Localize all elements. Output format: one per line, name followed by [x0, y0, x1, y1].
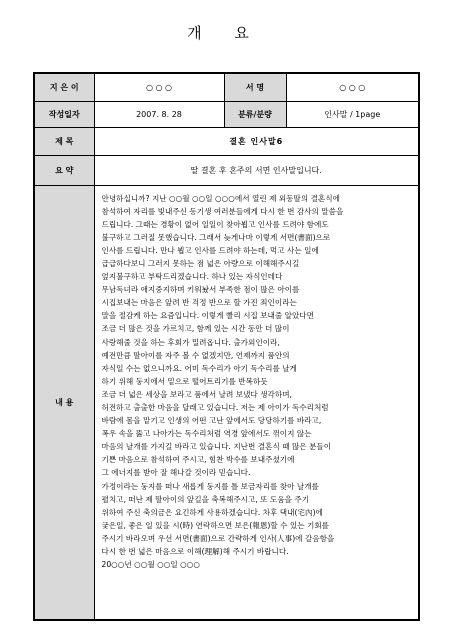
- page-title: 개 요: [187, 24, 263, 42]
- content-line: 마음의 날개를 가지길 바라고 있습니다. 지난번 결혼식 때 많은 분들이: [101, 442, 332, 452]
- content-line: 드립니다. 그때는 경황이 없어 일일이 찾아뵙고 인사를 드려야 함에도: [101, 219, 329, 229]
- summary-value: 딸 결혼 후 혼주의 서면 인사말입니다.: [94, 155, 419, 185]
- date-label: 작성일자: [34, 101, 94, 127]
- content-line: 펼치고, 떠난 제 딸아이의 앞길을 축복해주시고, 또 도움을 주기: [101, 494, 310, 504]
- content-line: 불구하고 그러질 못했습니다. 그래서 늦게나마 이렇게 서면(書面)으로: [101, 232, 331, 242]
- content-line: 시집보내는 마음은 앞려 반 걱정 반으로 할 가진 죄인이라는: [101, 298, 297, 308]
- summary-label: 요 약: [34, 155, 94, 185]
- author-label: 지 은 이: [34, 73, 94, 101]
- subject-value: 결혼 인사말6: [94, 127, 419, 155]
- content-line: 20○○년 ○○월 ○○일 ○○○: [101, 560, 201, 570]
- content-body: [94, 185, 419, 620]
- content-line: 인사를 드립니다. 만나 뵙고 인사를 드려야 하는데, 먹고 사는 일에: [101, 245, 319, 255]
- content-line: 조금 더 넓은 세상을 보라고 품에서 날려 보냈다 생각하며,: [101, 389, 292, 399]
- content-line: 주시기 바라오며 우선 서면(書面)으로 간략하게 인사(人事)에 갈음함을: [101, 533, 335, 543]
- content-line: 조금 더 많은 것을 가르치고, 함께 있는 시간 동안 더 많이: [101, 324, 290, 334]
- content-line: 폭우 속을 뚫고 나아가는 독수리처럼 역경 앞에서도 꺾이지 않는: [101, 429, 312, 439]
- content-line: 그 에너지를 받아 잘 해나갈 것이라 믿습니다.: [101, 468, 251, 478]
- content-line: 말을 절감케 하는 요즘입니다. 이렇게 빨리 시집 보내줄 알았다면: [101, 311, 314, 321]
- content-line: 궂은일, 좋은 일 있을 시(時) 연락하으면 보은(報恩)할 수 있는 기회를: [101, 520, 329, 530]
- content-line: 다시 한 번 넓은 마음으로 이해(理解)해 주시기 바랍니다.: [101, 547, 289, 557]
- writer-label: 서 명: [224, 73, 286, 101]
- content-line: 하기 위해 둥지에서 밑으로 떨어트리기를 반복하듯: [101, 376, 268, 386]
- content-line: 무남독녀라 애지중지하며 키워놨서 부족한 점이 많은 아이를: [101, 285, 300, 295]
- subject-label: 제 목: [34, 127, 94, 155]
- content-line: 참석하여 자리를 빛내주신 동기생 여러분들에게 다시 한 번 감사의 말씀을: [101, 206, 344, 216]
- document-form: [33, 72, 420, 621]
- content-line: 위하여 주신 축의금은 요긴하게 사용하겠습니다. 차후 댁내(宅內)에: [101, 507, 323, 517]
- content-line: 사랑해줄 것을 하는 후회가 밀려옵니다. 출가외인이라,: [101, 337, 280, 347]
- content-line: 자식일 수는 없으니까요. 어미 독수리가 아기 독수리를 날게: [101, 363, 297, 373]
- writer-value: ○ ○ ○: [286, 73, 419, 101]
- content-label: 내 용: [34, 185, 94, 620]
- date-value: 2007. 8. 28: [94, 101, 224, 127]
- content-line: 기쁜 마음으로 참석하여 주시고, 힘찬 박수를 보내주셨기에: [101, 455, 295, 465]
- author-value: ○ ○ ○: [94, 73, 224, 101]
- content-line: 허전하고 출출한 마음을 달래고 있습니다. 저는 제 아이가 독수리처럼: [101, 403, 329, 412]
- category-value: 인사말 / 1page: [286, 101, 419, 127]
- content-line: 가정이라는 둥지를 떠나 새롭게 둥지를 틀 보금자리를 찾아 날개를: [101, 481, 319, 491]
- content-lines: [102, 192, 413, 572]
- content-line: 예전만큼 딸아이를 자주 볼 수 없겠지만, 언제까지 품안의: [101, 350, 290, 360]
- category-label: 분류/분량: [224, 101, 286, 127]
- content-line: 엎지불구하고 부탁드리겠습니다. 하나 있는 자식인데다: [101, 272, 283, 282]
- content-line: 바람에 몸을 맡기고 인생의 어떤 고난 앞에서도 당당하기를 바라고,: [101, 416, 322, 426]
- content-line: 급급하다보니 그러지 못하는 점 넓은 아량으로 이해해주시길: [101, 258, 300, 268]
- content-line: 안녕하십니까? 지난 ○○월 ○○일 ○○○에서 열린 제 외동딸의 결혼식에: [101, 193, 340, 203]
